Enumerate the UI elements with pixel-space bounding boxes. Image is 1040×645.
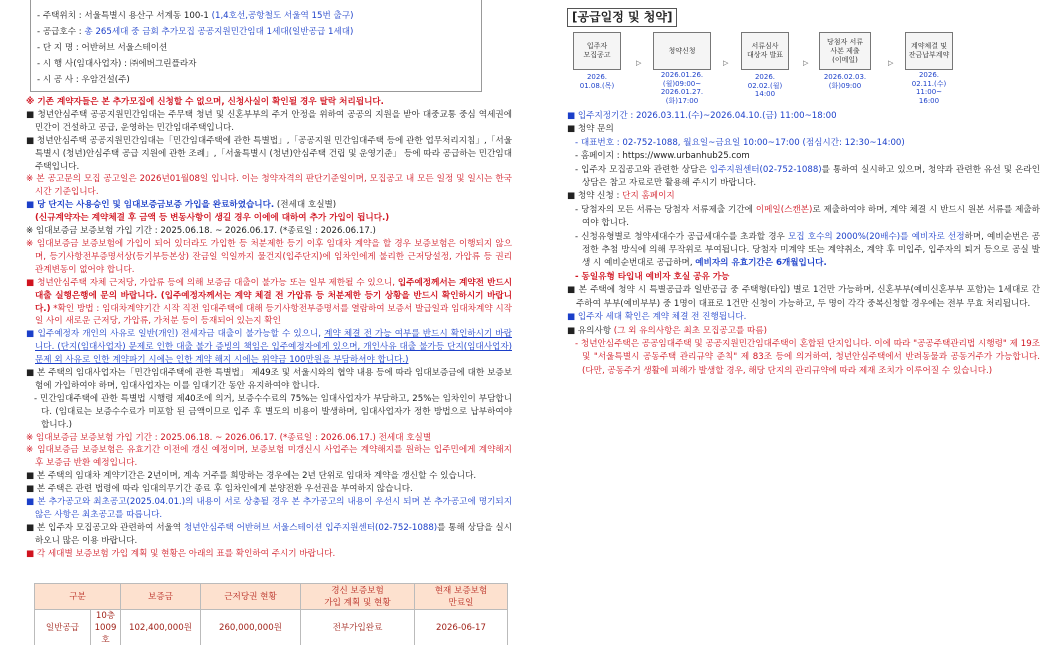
step-contract: 계약체결 및 잔금납부계약 [905, 32, 953, 70]
notice-guarantee-complete: ■ 당 단지는 사용승인 및 임대보증금보증 가입을 완료하였습니다. (전세대 호실별) [26, 200, 337, 211]
notice-renewal: ※ 임대보증금 보증보험은 유효기간 이전에 갱신 예정이며, 보증보험 미갱신시 사업주는 계약해지를 원하는 입주민에게 계약해지 후 보증금 반환 예정입니다. [26, 445, 512, 469]
notice-new-contract: (신규계약자는 계약체결 후 금액 등 변동사항이 생길 경우 이에에 대하여 추가 가입이 됩니다.) [35, 213, 390, 224]
apply-method: ■ 청약 신청 : 단지 홈페이지 [567, 191, 675, 202]
info-supply: - 공급호수 : 총 265세대 중 금회 추가모집 공공지원민간임대 1세대(일반공급 1세대) [37, 27, 354, 37]
arrow-icon: ▷ [803, 59, 809, 67]
step-contract-date: 2026. 02.11.(수) 11:00~ 16:00 [911, 71, 947, 105]
info-builder: - 시 공 사 : 우암건설(주) [37, 75, 130, 85]
col-expiry: 현재 보증보험 만료일 [415, 584, 508, 610]
schedule-title: [공급일정 및 청약] [567, 8, 677, 27]
notice-definition: ■ 청년안심주택 공공지원민간임대는 주무택 청년 및 신혼부부의 주거 안정을 위하여 공공의 지원을 받아 대중교통 중심 역세권에 민간이 건설하고 공급, 운영하는 민간임대주택입니다. [26, 109, 512, 133]
cell-deposit: 102,400,000원 [121, 610, 201, 645]
inquiry-heading: ■ 청약 문의 [567, 124, 614, 135]
rep-phone: - 대표번호 : 02-752-1088, 월요일~금요일 10:00~17:00 (점심시간: 12:30~14:00) [575, 137, 905, 148]
schedule-steps [573, 32, 1033, 105]
notice-guarantee-insurance: ■ 본 주택의 임대사업자는「민간임대주택에 관한 특별법」 제49조 및 서울시와의 협약 내용 등에 따라 임대보증금에 대한 보증보험에 가입하여야 하며, 임대사업자는 이를 임대기간 동안 유지하여야 합니다. [26, 368, 512, 391]
consult-note: - 입주자 모집공고와 관련한 상담은 입주지원센터(02-752-1088)를 통하여 실시하고 있으며, 청약과 관련한 유선 및 온라인 상담은 참고 자료로만 활용해 주시기 바랍니다. [575, 164, 1040, 189]
info-complex: - 단 지 명 : 어반허브 서울스테이션 [37, 43, 168, 53]
notice-body [26, 96, 512, 561]
application-info [567, 110, 1040, 378]
docs-note: - 당첨자의 모든 서류는 당첨자 서류제출 기간에 이메일(스캔본)로 제출하여야 하며, 계약 체결 시 반드시 원본 서류를 제출하여야 합니다. [575, 204, 1040, 229]
homepage-link[interactable]: - 홈페이지 : https://www.urbanhub25.com [575, 151, 750, 162]
notice-guarantee-conditions: ※ 임대보증금 보증보험에 가입이 되어 있더라도 가입한 등 처분제한 등기 이후 임대차 계약을 할 경우 보증보험은 이행되지 않으며, 등기사항전부증명서상(등기부등본상) 잔금일 익일까지 물건지(입주단지)에 임차인에게 불리한 근저당설정, 가압류 등 권리관계변동이 없어야 합니다. [26, 238, 512, 275]
cell-mortgage: 260,000,000원 [201, 610, 301, 645]
cell-expiry: 2026-06-17 [415, 610, 508, 645]
arrow-icon: ▷ [723, 59, 729, 67]
move-in-period: ■ 입주지정기간 : 2026.03.11.(수)~2026.04.10.(금) 11:00~18:00 [567, 111, 837, 121]
cell-type: 일반공급 [35, 610, 91, 645]
notice-existing-contractors: ※ 기존 계약자들은 본 추가모집에 신청할 수 없으며, 신청사실이 확인될 경우 탈락 처리됩니다. [26, 97, 384, 107]
step-application: 청약신청 [653, 32, 711, 70]
table-header-row [35, 584, 508, 610]
notice-loan-restriction: ■ 청년안심주택 자체 근저당, 가압류 등에 의해 보증금 대출이 불가능 또는 일부 제한될 수 있으니, 입주예정께서는 계약전 반드시 대출 실행은행에 문의 바랍니다. (입주예정자께서는 계약 체결 전 가압류 등 처분제한 등기 상황을 반드시 확인하시기 바랍니다.) *확인 방법 : 임대차계약기간 시작 직전 임대주택에 대해 등기사항전부증명서를 열람하여 보증서 발급일과 임대차계약 시작일 사이 새로운 근저당, 가압류, 가처분 등이 등재되어 있는지 확인 [26, 277, 512, 327]
reserve-note: - 신청유형별로 청약세대수가 공급세대수를 초과할 경우 모집 호수의 2000%(20배수)를 예비자로 선정하며, 예비순번은 공정한 추첨 방식에 의해 무작위로 부여됩니다. 당첨자 미계약 또는 계약취소, 계약 후 미입주, 입주자의 퇴거 등으로 공실 발생 시 예비순번대로 공급하며, 예비자의 유효기간은 6개월입니다. [575, 231, 1040, 269]
step-announcement: 입주자 모집공고 [573, 32, 621, 70]
one-application-rule: ■ 본 주택에 청약 시 특별공급과 일반공급 중 주택형(타입) 별로 1건만 가능하며, 신혼부부(예비신혼부부 포함)는 1세대로 간주하여 부부(예비부부) 중 1명이 대표로 1건만 신청이 가능하고, 두 명이 각각 중복신청할 경우에는 전부 무효 처리됩니다. [567, 285, 1040, 309]
right-column [567, 0, 1040, 645]
notice-fee-split: - 민간임대주택에 관한 특별법 시행령 제40조에 의거, 보증수수료의 75%는 임대사업자가 부담하고, 25%는 임차인이 부담합니다. (임대료는 보증수수료가 미포함 된 금액이므로 입주 후 별도의 비용이 발생하며, 임대사업자가 정한 방법으로 납부하여야 합니다.) [34, 393, 512, 430]
step-document-submit: 당첨자 서류 사본 제출 (이메일) [819, 32, 871, 70]
cell-unit: 10층 1009호 [91, 610, 121, 645]
complex-info-box [30, 0, 482, 92]
notice-precedence: ■ 본 추가공고와 최초공고(2025.04.01.)의 내용이 서로 상충될 경우 본 추가공고의 내용이 우선시 되며 본 추가공고에 명기되지 않은 사항은 최초공고를 따릅니다. [26, 497, 512, 520]
notice-table-intro: ■ 각 세대별 보증보험 가입 계획 및 현황은 아래의 표를 확인하여 주시기 바랍니다. [26, 548, 336, 559]
notice-guarantee-period: ※ 임대보증금 보증보험 가입 기간 : 2025.06.18. ~ 2026.06.17. (*종료일 : 2026.06.17.) [26, 226, 376, 237]
step-application-date: 2026.01.26. (월)09:00~ 2026.01.27. (화)17:00 [660, 71, 704, 105]
info-location: - 주택위치 : 서울특별시 용산구 서계동 100-1 (1,4호선,공항철도 서울역 15번 출구) [37, 11, 354, 21]
step-review-date: 2026. 02.02.(월) 14:00 [747, 73, 783, 98]
col-plan: 경신 보증보험 가입 계획 및 현황 [301, 584, 415, 610]
notice-consult: ■ 본 입주자 모집공고와 관련하여 서울역 청년안심주택 어반허브 서울스테이션 입주지원센터(02-752-1088)를 통해 상담을 실시하오니 많은 이용 바랍니다. [26, 522, 512, 546]
arrow-icon: ▷ [888, 59, 894, 67]
info-operator: - 시 행 사(임대사업자) : ㈜에버그린플라자 [37, 59, 197, 69]
cell-plan: 전부가입완료 [301, 610, 415, 645]
step-document-date: 2026.02.03. (화)09:00 [823, 73, 867, 90]
table-row [35, 610, 508, 645]
col-mortgage: 근저당권 현황 [201, 584, 301, 610]
notice-no-conversion: ■ 본 주택은 관련 법령에 따라 임대의무기간 종료 후 임차인에게 분양전환 우선권을 부여하지 않습니다. [26, 484, 413, 495]
notice-legal-basis: ■ 청년안심주택 공공지원민간임대는「민간임대주택에 관한 특별법」,「공공지원 민간임대주택 등에 관한 업무처리지침」,「서울특별시 (청년)안심주택 공급 지원에 관한 조례」,「서울특별시 (청년)안심주택 건립 및 운영기준」 등에 따라 공급하는 민간임대주택입니다. [26, 135, 512, 172]
caution-pets: - 청년안심주택은 공공임대주택 및 공공지원민간임대주택이 혼합된 단지입니다. 이에 따라 "공공주택관리법 시행령" 제 19조 및 "서울특별시 공동주택 관리규약 준칙" 제 83조 등에 의거하여, 청년안심주택에서 반려동물과 공동거주가 가능합니다. (다만, 공동주거 생활에 피해가 발생할 경우, 해당 단지의 관리규약에 따라 제재 조치가 이루어질 수 있습니다.) [575, 338, 1040, 376]
step-review: 서류심사 대상자 발표 [741, 32, 789, 70]
household-check: ■ 입주자 세대 확인은 계약 체결 전 진행됩니다. [567, 312, 747, 323]
notice-personal-loan: ■ 입주예정자 개인의 사유로 일반(개인) 전세자금 대출이 불가능할 수 있으니, 계약 체결 전 가능 여부를 반드시 확인하시기 바랍니다. (단지(임대사업자) 문제로 인한 대출 불가 증빙의 책임은 입주예정자에게 있으며, 개인사유 대출 불가등 단지(임대사업자) 문제 외 사유로 인한 계약파기 시에는 인한 계약 해지 시에는 위약금 100만원을 부담하셔야 합니다.) [26, 329, 512, 366]
notice-contract-term: ■ 본 주택의 임대차 계약기간은 2년이며, 계속 거주를 희망하는 경우에는 2년 단위로 임대차 계약을 갱신할 수 있습니다. [26, 471, 477, 482]
guarantee-table [34, 583, 508, 645]
col-deposit: 보증금 [121, 584, 201, 610]
caution-heading: ■ 유의사항 (그 외 유의사항은 최초 모집공고를 따름) [567, 325, 767, 336]
step-announcement-date: 2026. 01.08.(목) [579, 73, 615, 90]
col-type: 구분 [35, 584, 121, 610]
reserve-share: - 동일유형 타입내 예비자 호실 공유 가능 [575, 271, 730, 282]
arrow-icon: ▷ [636, 59, 642, 67]
notice-announcement-date: ※ 본 공고문의 모집 공고일은 2026년01월08일 입니다. 이는 청약자격의 판단기준일이며, 모집공고 내 모든 일정 및 일시는 한국시간 기준입니다. [26, 174, 512, 198]
left-column [26, 0, 512, 645]
notice-guarantee-period-2: ※ 임대보증금 보증보험 가입 기간 : 2025.06.18. ~ 2026.06.17. (*종료일 : 2026.06.17.) 전세대 호실별 [26, 432, 432, 443]
